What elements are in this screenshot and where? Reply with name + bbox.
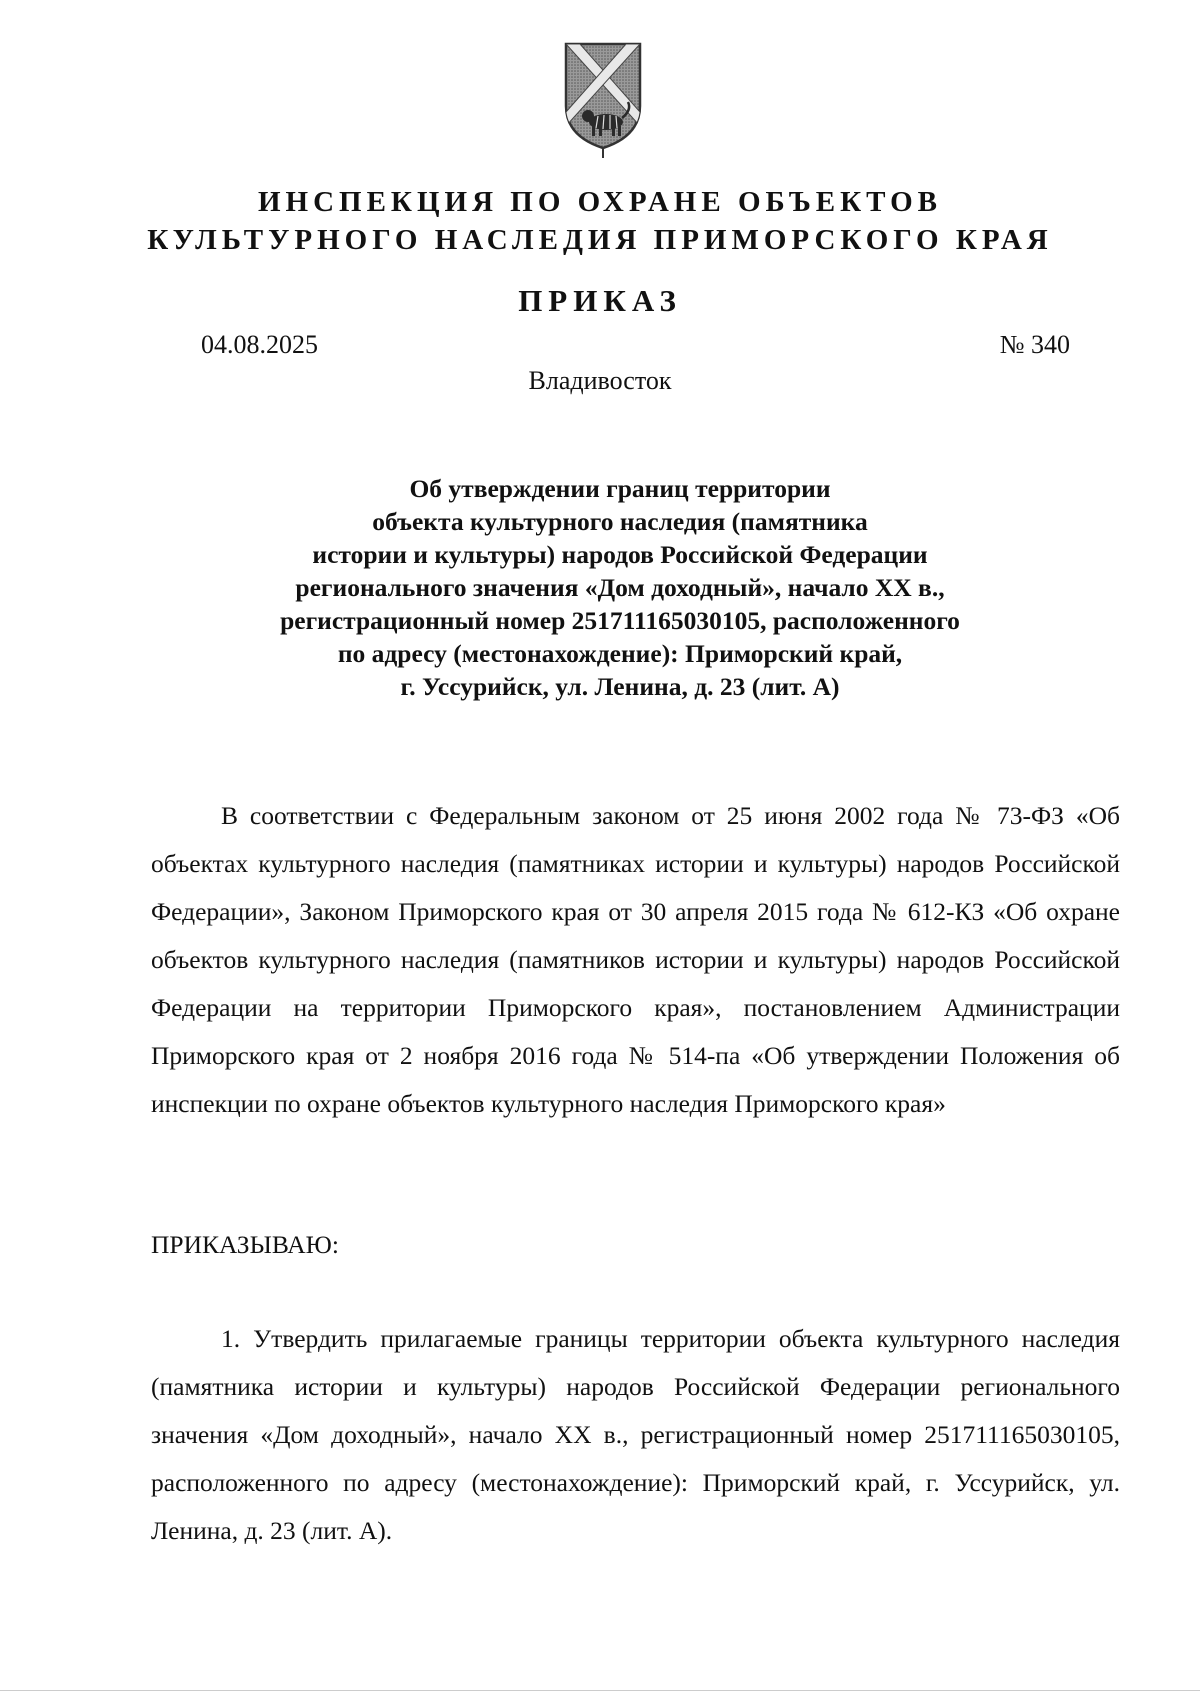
document-title: [200, 472, 1040, 703]
organization-name-line-2: КУЛЬТУРНОГО НАСЛЕДИЯ ПРИМОРСКОГО КРАЯ: [147, 224, 1053, 256]
document-number: № 340: [999, 330, 1070, 359]
title-line: регистрационный номер 251711165030105, расположенного: [280, 606, 960, 635]
organization-name-line-1: ИНСПЕКЦИЯ ПО ОХРАНЕ ОБЪЕКТОВ: [257, 186, 943, 218]
primorsky-krai-coat-of-arms-icon: [562, 40, 644, 162]
document-date: 04.08.2025: [201, 330, 318, 359]
title-line: Об утверждении границ территории: [409, 474, 831, 503]
document-type: ПРИКАЗ: [518, 283, 682, 318]
preamble-paragraph: В соответствии с Федеральным законом от 25 июня 2002 года № 73-ФЗ «Об объектах культурного наследия (памятниках истории и культуры) народов Российской Федерации», Законом Приморского края от 30 апреля 2015 года № 612-КЗ «Об охране объектов культурного наследия (памятников истории и культуры) народов Российской Федерации на территории Приморского края», постановлением Администрации Приморского края от 2 ноября 2016 года № 514-па «Об утверждении Положения об инспекции по охране объектов культурного наследия Приморского края»: [151, 801, 1120, 1118]
title-line: по адресу (местонахождение): Приморский край,: [337, 639, 903, 668]
decree-word: ПРИКАЗЫВАЮ:: [151, 1230, 339, 1259]
title-line: истории и культуры) народов Российской Федерации: [312, 540, 928, 569]
document-city: Владивосток: [528, 366, 672, 395]
title-line: г. Уссурийск, ул. Ленина, д. 23 (лит. А): [400, 672, 840, 701]
order-item-1: 1. Утвердить прилагаемые границы территории объекта культурного наследия (памятника истории и культуры) народов Российской Федерации регионального значения «Дом доходный», начало XX в., регистрационный номер 251711165030105, расположенного по адресу (местонахождение): Приморский край, г. Уссурийск, ул. Ленина, д. 23 (лит. А).: [151, 1324, 1120, 1545]
page-bottom-divider: [0, 1690, 1200, 1691]
title-line: регионального значения «Дом доходный», начало XX в.,: [295, 573, 945, 602]
title-line: объекта культурного наследия (памятника: [372, 507, 868, 536]
